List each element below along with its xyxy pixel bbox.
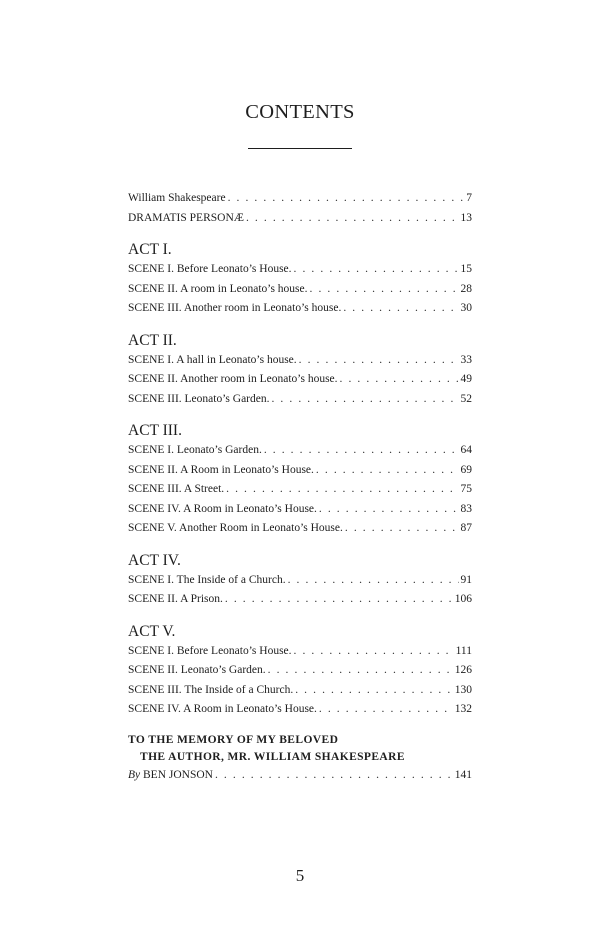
entry-label: SCENE III. The Inside of a Church. xyxy=(128,683,294,696)
entry-label: DRAMATIS PERSONÆ xyxy=(128,211,244,224)
dot-leader xyxy=(319,700,453,720)
dot-leader xyxy=(288,571,459,591)
dot-leader xyxy=(264,441,459,461)
entry-page: 141 xyxy=(454,768,472,781)
entry-label: SCENE II. A Room in Leonato’s House. xyxy=(128,463,314,476)
entry-label: SCENE III. A Street. xyxy=(128,483,225,495)
dot-leader xyxy=(215,766,453,786)
toc-entry[interactable] xyxy=(128,590,472,610)
dot-leader xyxy=(246,209,459,229)
entry-label: SCENE I. A hall in Leonato’s house. xyxy=(128,353,297,366)
entry-page: 132 xyxy=(454,703,472,715)
dot-leader xyxy=(310,280,459,300)
toc-entry[interactable] xyxy=(128,766,472,786)
entry-page: 126 xyxy=(454,664,472,676)
entry-label: SCENE II. Leonato’s Garden. xyxy=(128,664,266,676)
toc-entry[interactable] xyxy=(128,390,472,410)
memorial-heading-line1: TO THE MEMORY OF MY BELOVED xyxy=(128,733,339,746)
entry-page: 87 xyxy=(460,522,472,534)
entry-page: 52 xyxy=(460,392,472,405)
entry-label: SCENE II. Another room in Leonato’s house. xyxy=(128,373,338,385)
toc-entry[interactable] xyxy=(128,299,472,319)
toc-entry[interactable] xyxy=(128,280,472,300)
contents-title: CONTENTS xyxy=(245,101,355,123)
entry-page: 106 xyxy=(454,593,472,605)
toc-entry[interactable] xyxy=(128,700,472,720)
memorial-heading-line2: THE AUTHOR, MR. WILLIAM SHAKESPEARE xyxy=(140,750,405,763)
entry-page: 64 xyxy=(460,444,472,456)
entry-label: SCENE I. Leonato’s Garden. xyxy=(128,444,262,456)
toc-entry[interactable] xyxy=(128,571,472,591)
toc-entry[interactable] xyxy=(128,209,472,229)
entry-page: 15 xyxy=(460,263,472,275)
toc-entry[interactable] xyxy=(128,500,472,520)
table-of-contents xyxy=(128,189,472,785)
entry-page: 30 xyxy=(460,302,472,314)
entry-label: SCENE I. Before Leonato’s House. xyxy=(128,263,292,275)
byline-prefix: By xyxy=(128,768,141,781)
entry-label: SCENE II. A Prison. xyxy=(128,593,223,605)
entry-label xyxy=(128,766,213,786)
dot-leader xyxy=(316,461,459,481)
toc-entry[interactable] xyxy=(128,681,472,701)
entry-label: William Shakespeare xyxy=(128,192,226,204)
entry-label: SCENE I. The Inside of a Church. xyxy=(128,573,286,586)
entry-label: SCENE I. Before Leonato’s House. xyxy=(128,644,292,657)
toc-entry[interactable] xyxy=(128,441,472,461)
entry-page: 75 xyxy=(460,483,472,495)
byline-author: BEN JONSON xyxy=(143,768,213,781)
entry-page: 33 xyxy=(460,353,472,366)
act-heading: ACT III. xyxy=(128,422,182,439)
dot-leader xyxy=(294,642,454,662)
dot-leader xyxy=(294,260,459,280)
dot-leader xyxy=(225,590,453,610)
act-heading: ACT IV. xyxy=(128,551,181,569)
dot-leader xyxy=(340,370,459,390)
dot-leader xyxy=(343,299,458,319)
entry-page: 91 xyxy=(460,573,472,586)
toc-entry[interactable] xyxy=(128,480,472,500)
toc-entry[interactable] xyxy=(128,661,472,681)
entry-page: 7 xyxy=(466,192,472,204)
dot-leader xyxy=(268,661,453,681)
entry-label: SCENE III. Another room in Leonato’s house. xyxy=(128,302,342,314)
memorial-heading xyxy=(128,732,472,766)
dot-leader xyxy=(228,189,465,209)
page-number: 5 xyxy=(295,866,305,885)
entry-label: SCENE III. Leonato’s Garden. xyxy=(128,392,270,405)
toc-entry[interactable] xyxy=(128,519,472,539)
toc-entry[interactable] xyxy=(128,351,472,371)
entry-label: SCENE V. Another Room in Leonato’s House. xyxy=(128,522,343,534)
act-heading: ACT I. xyxy=(128,241,172,258)
dot-leader xyxy=(299,351,459,371)
act-heading: ACT V. xyxy=(128,622,176,640)
title-rule xyxy=(248,148,352,149)
toc-entry[interactable] xyxy=(128,461,472,481)
toc-entry[interactable] xyxy=(128,370,472,390)
entry-page: 83 xyxy=(460,502,472,515)
entry-page: 28 xyxy=(460,282,472,295)
toc-entry[interactable] xyxy=(128,642,472,662)
dot-leader xyxy=(319,500,459,520)
act-heading: ACT II. xyxy=(128,331,177,349)
entry-page: 69 xyxy=(460,463,472,476)
entry-page: 111 xyxy=(455,644,472,657)
entry-label: SCENE IV. A Room in Leonato’s House. xyxy=(128,502,317,515)
entry-label: SCENE II. A room in Leonato’s house. xyxy=(128,282,308,295)
toc-entry[interactable] xyxy=(128,260,472,280)
entry-label: SCENE IV. A Room in Leonato’s House. xyxy=(128,703,317,715)
entry-page: 49 xyxy=(460,373,472,385)
toc-entry[interactable] xyxy=(128,189,472,209)
dot-leader xyxy=(295,681,453,701)
entry-page: 130 xyxy=(454,683,472,696)
dot-leader xyxy=(271,390,458,410)
entry-page: 13 xyxy=(460,211,472,224)
dot-leader xyxy=(226,480,458,500)
dot-leader xyxy=(345,519,459,539)
